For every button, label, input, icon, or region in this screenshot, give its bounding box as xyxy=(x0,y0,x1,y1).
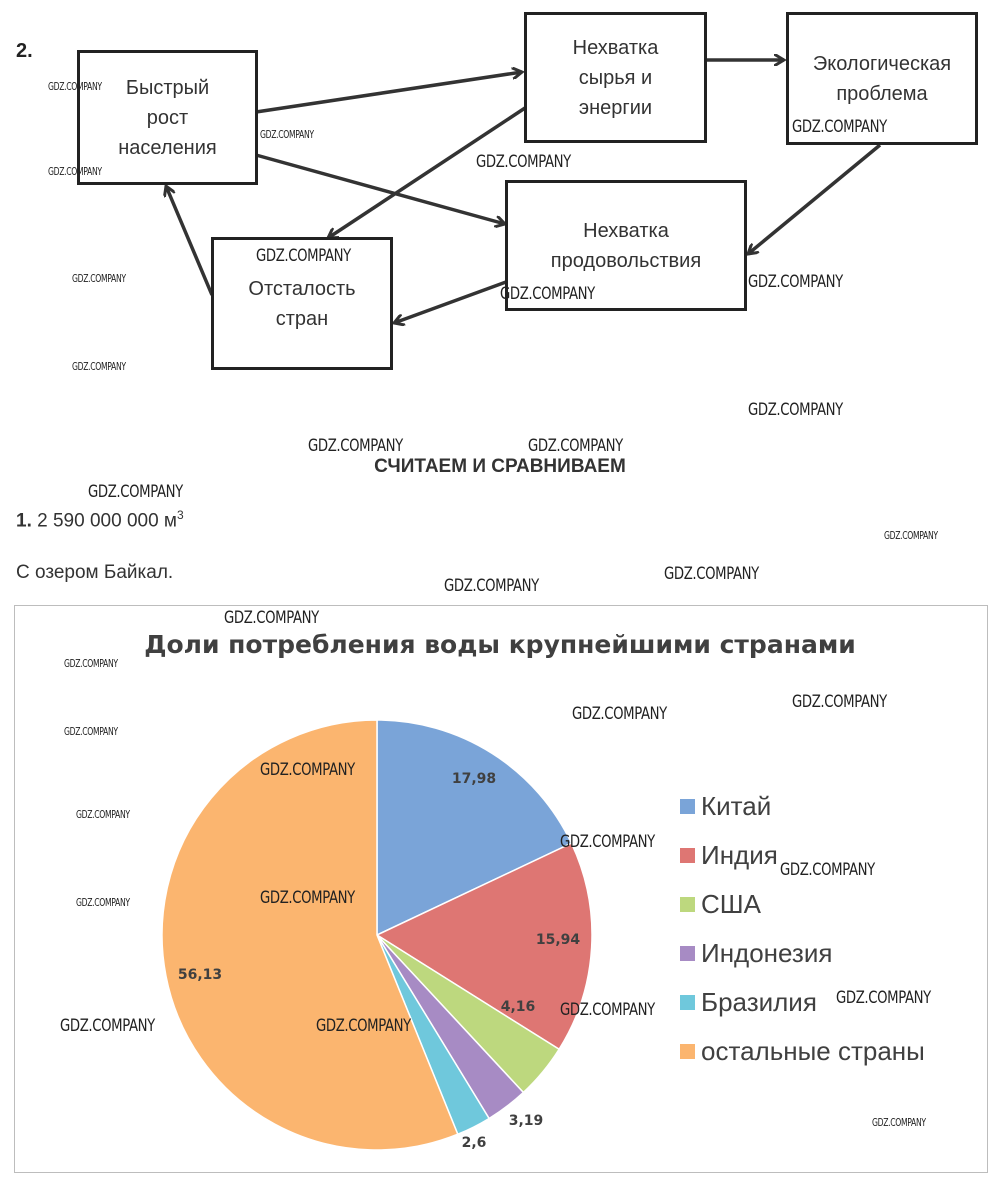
watermark: GDZ.COMPANY xyxy=(76,896,130,909)
task-1-value: 2 590 000 000 м xyxy=(37,510,177,532)
watermark: GDZ.COMPANY xyxy=(260,760,355,780)
watermark: GDZ.COMPANY xyxy=(836,988,931,1008)
watermark: GDZ.COMPANY xyxy=(560,1000,655,1020)
box-population-growth: Быстрый рост населения xyxy=(77,50,258,185)
task-1-answer-line xyxy=(16,508,184,532)
watermark: GDZ.COMPANY xyxy=(572,704,667,724)
watermark: GDZ.COMPANY xyxy=(528,436,623,456)
legend-label: США xyxy=(701,889,761,919)
watermark: GDZ.COMPANY xyxy=(884,529,938,542)
pie-data-label: 3,19 xyxy=(508,1113,544,1129)
watermark: GDZ.COMPANY xyxy=(444,576,539,596)
arrow-raw-to-backward xyxy=(328,108,525,238)
watermark: GDZ.COMPANY xyxy=(256,246,351,266)
watermark: GDZ.COMPANY xyxy=(872,1116,926,1129)
watermark: GDZ.COMPANY xyxy=(792,117,887,137)
task-2-number: 2. xyxy=(16,40,33,62)
watermark: GDZ.COMPANY xyxy=(476,152,571,172)
watermark: GDZ.COMPANY xyxy=(748,400,843,420)
box-food-shortage: Нехватка продовольствия xyxy=(505,180,747,311)
legend-swatch xyxy=(680,1044,695,1059)
watermark: GDZ.COMPANY xyxy=(260,128,314,141)
watermark: GDZ.COMPANY xyxy=(60,1016,155,1036)
watermark: GDZ.COMPANY xyxy=(88,482,183,502)
pie-data-label: 17,98 xyxy=(451,771,497,787)
watermark: GDZ.COMPANY xyxy=(72,272,126,285)
task-1-exponent: 3 xyxy=(177,508,184,522)
watermark: GDZ.COMPANY xyxy=(308,436,403,456)
legend-item xyxy=(680,782,925,831)
box-raw-energy-shortage: Нехватка сырья и энергии xyxy=(524,12,707,143)
watermark: GDZ.COMPANY xyxy=(260,888,355,908)
box-country-backwardness: Отсталость стран xyxy=(211,237,393,370)
arrow-eco-to-food xyxy=(748,145,880,254)
chart-title: Доли потребления воды крупнейшими странами xyxy=(144,630,856,659)
pie-data-label: 15,94 xyxy=(535,932,581,948)
arrow-food-to-backward xyxy=(394,282,506,323)
pie-data-label: 2,6 xyxy=(461,1135,487,1151)
watermark: GDZ.COMPANY xyxy=(64,657,118,670)
arrow-population-to-food xyxy=(256,155,505,224)
watermark: GDZ.COMPANY xyxy=(76,808,130,821)
legend-label: Индонезия xyxy=(701,938,833,968)
pie-chart xyxy=(0,600,680,1170)
watermark: GDZ.COMPANY xyxy=(748,272,843,292)
legend-item xyxy=(680,1027,925,1076)
watermark: GDZ.COMPANY xyxy=(224,608,319,628)
legend-label: Индия xyxy=(701,840,778,870)
watermark: GDZ.COMPANY xyxy=(72,360,126,373)
task-1-number: 1. xyxy=(16,510,32,532)
legend-item xyxy=(680,929,925,978)
task-1-lake-answer: С озером Байкал. xyxy=(16,562,174,583)
watermark: GDZ.COMPANY xyxy=(64,725,118,738)
legend-label: остальные страны xyxy=(701,1036,925,1066)
arrow-backward-to-population xyxy=(166,186,212,295)
legend-swatch xyxy=(680,995,695,1010)
watermark: GDZ.COMPANY xyxy=(792,692,887,712)
legend-item xyxy=(680,880,925,929)
legend-swatch xyxy=(680,848,695,863)
legend-label: Бразилия xyxy=(701,987,817,1017)
pie-data-label: 56,13 xyxy=(177,967,223,983)
arrow-population-to-raw xyxy=(256,72,522,112)
legend-swatch xyxy=(680,897,695,912)
legend-label: Китай xyxy=(701,791,772,821)
section-title: СЧИТАЕМ И СРАВНИВАЕМ xyxy=(374,456,626,477)
watermark: GDZ.COMPANY xyxy=(664,564,759,584)
watermark: GDZ.COMPANY xyxy=(316,1016,411,1036)
pie-data-label: 4,16 xyxy=(500,999,536,1015)
watermark: GDZ.COMPANY xyxy=(500,284,595,304)
watermark: GDZ.COMPANY xyxy=(48,80,102,93)
chart-legend xyxy=(680,782,925,1076)
legend-swatch xyxy=(680,799,695,814)
legend-swatch xyxy=(680,946,695,961)
box-ecological-problem: Экологическая проблема xyxy=(786,12,978,145)
watermark: GDZ.COMPANY xyxy=(560,832,655,852)
watermark: GDZ.COMPANY xyxy=(780,860,875,880)
watermark: GDZ.COMPANY xyxy=(48,165,102,178)
